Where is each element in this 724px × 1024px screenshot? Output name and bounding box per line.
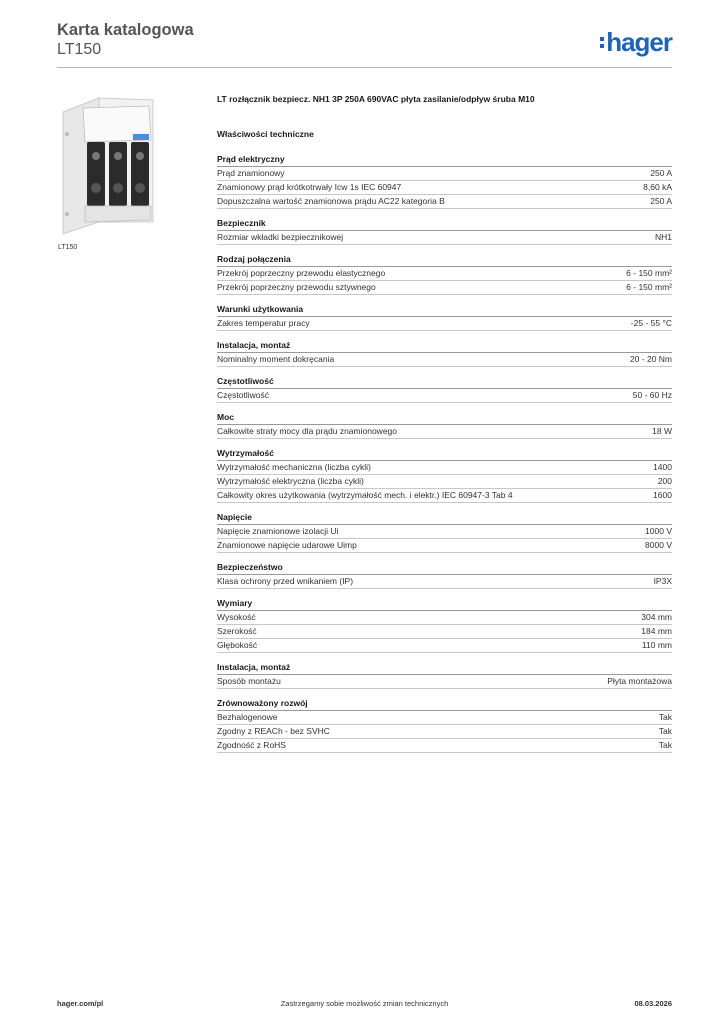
spec-label: Przekrój poprzeczny przewodu elastycznego [217, 268, 386, 278]
footer-date: 08.03.2026 [634, 999, 672, 1008]
spec-group-title: Wytrzymałość [217, 448, 672, 461]
spec-value: 1000 V [645, 526, 672, 536]
spec-value: 18 W [652, 426, 672, 436]
spec-row [217, 425, 672, 439]
spec-value: 20 - 20 Nm [629, 354, 672, 364]
spec-label: Nominalny moment dokręcania [217, 354, 335, 364]
spec-value: -25 - 55 °C [630, 318, 672, 328]
product-description: LT rozłącznik bezpiecz. NH1 3P 250A 690VAC płyta zasilanie/odpływ śruba M10 [217, 94, 535, 104]
spec-label: Głębokość [217, 640, 258, 650]
spec-value: 250 A [650, 196, 672, 206]
header-divider [57, 67, 672, 68]
spec-label: Rozmiar wkładki bezpiecznikowej [217, 232, 344, 242]
spec-row [217, 231, 672, 245]
spec-label: Znamionowy prąd krótkotrwały Icw 1s IEC 60947 [217, 182, 402, 192]
spec-row [217, 489, 672, 503]
spec-group [217, 254, 672, 295]
spec-label: Prąd znamionowy [217, 168, 285, 178]
spec-value: 184 mm [641, 626, 672, 636]
spec-row [217, 611, 672, 625]
spec-group-title: Prąd elektryczny [217, 154, 672, 167]
spec-value: NH1 [654, 232, 672, 242]
product-reference: LT150 [57, 41, 102, 58]
spec-label: Zgodność z RoHS [217, 740, 286, 750]
spec-row [217, 711, 672, 725]
spec-groups [217, 154, 672, 753]
spec-row [217, 539, 672, 553]
spec-row [217, 625, 672, 639]
spec-row [217, 575, 672, 589]
spec-value: 250 A [650, 168, 672, 178]
spec-label: Zakres temperatur pracy [217, 318, 310, 328]
spec-label: Wysokość [217, 612, 256, 622]
spec-label: Napięcie znamionowe izolacji Ui [217, 526, 339, 536]
spec-group [217, 598, 672, 653]
document-header [57, 20, 194, 60]
fuse-switch-disconnector-image [57, 94, 205, 237]
spec-row [217, 725, 672, 739]
spec-group [217, 412, 672, 439]
spec-value: 8000 V [645, 540, 672, 550]
spec-label: Dopuszczalna wartość znamionowa prądu AC22 kategoria B [217, 196, 445, 206]
document-title: Karta katalogowa [57, 21, 194, 39]
spec-label: Zgodny z REACh - bez SVHC [217, 726, 330, 736]
spec-row [217, 317, 672, 331]
spec-group-title: Zrównoważony rozwój [217, 698, 672, 711]
spec-value: IP3X [653, 576, 672, 586]
spec-row [217, 739, 672, 753]
spec-group-title: Warunki użytkowania [217, 304, 672, 317]
spec-value: 110 mm [641, 640, 672, 650]
spec-row [217, 675, 672, 689]
spec-label: Wytrzymałość mechaniczna (liczba cykli) [217, 462, 371, 472]
spec-group-title: Wymiary [217, 598, 672, 611]
spec-row [217, 475, 672, 489]
spec-group [217, 562, 672, 589]
spec-group-title: Moc [217, 412, 672, 425]
spec-row [217, 353, 672, 367]
spec-label: Całkowity okres użytkowania (wytrzymałość mech. i elektr.) IEC 60947-3 Tab 4 [217, 490, 513, 500]
spec-group [217, 154, 672, 209]
spec-group-title: Częstotliwość [217, 376, 672, 389]
spec-row [217, 389, 672, 403]
spec-row [217, 281, 672, 295]
spec-group-title: Instalacja, montaż [217, 662, 672, 675]
footer-disclaimer: Zastrzegamy sobie możliwość zmian technicznych [280, 999, 449, 1008]
spec-row [217, 639, 672, 653]
spec-group [217, 448, 672, 503]
spec-row [217, 195, 672, 209]
spec-label: Bezhalogenowe [217, 712, 278, 722]
spec-value: 304 mm [641, 612, 672, 622]
spec-value: 1400 [653, 462, 672, 472]
spec-value: 200 [657, 476, 672, 486]
spec-label: Sposób montażu [217, 676, 281, 686]
spec-group [217, 376, 672, 403]
spec-row [217, 267, 672, 281]
spec-group [217, 662, 672, 689]
spec-label: Przekrój poprzeczny przewodu sztywnego [217, 282, 376, 292]
spec-value: Tak [658, 740, 672, 750]
spec-value: 1600 [653, 490, 672, 500]
spec-group [217, 218, 672, 245]
spec-label: Klasa ochrony przed wnikaniem (IP) [217, 576, 354, 586]
spec-value: Tak [658, 726, 672, 736]
spec-group [217, 698, 672, 753]
spec-group-title: Napięcie [217, 512, 672, 525]
spec-group [217, 512, 672, 553]
spec-value: Tak [658, 712, 672, 722]
spec-group [217, 304, 672, 331]
spec-row [217, 167, 672, 181]
technical-properties-heading: Właściwości techniczne [217, 129, 314, 139]
spec-group-title: Instalacja, montaż [217, 340, 672, 353]
hager-logo [600, 27, 672, 57]
spec-group [217, 340, 672, 367]
product-image-caption: LT150 [58, 244, 78, 251]
footer-website-link[interactable]: hager.com/pl [57, 999, 104, 1008]
spec-row [217, 461, 672, 475]
spec-row [217, 181, 672, 195]
spec-content [217, 93, 672, 762]
spec-group-title: Bezpieczeństwo [217, 562, 672, 575]
spec-value: 8,60 kA [643, 182, 672, 192]
spec-label: Znamionowe napięcie udarowe Uimp [217, 540, 357, 550]
logo-colon-icon [600, 37, 604, 48]
spec-label: Częstotliwość [217, 390, 269, 400]
spec-value: Płyta montażowa [607, 676, 672, 686]
spec-group-title: Rodzaj połączenia [217, 254, 672, 267]
spec-group-title: Bezpiecznik [217, 218, 672, 231]
spec-label: Szerokość [217, 626, 257, 636]
logo-text: hager [606, 27, 672, 57]
spec-row [217, 525, 672, 539]
spec-label: Wytrzymałość elektryczna (liczba cykli) [217, 476, 364, 486]
spec-value: 6 - 150 mm² [626, 268, 672, 278]
spec-label: Całkowite straty mocy dla prądu znamionowego [217, 426, 398, 436]
spec-value: 50 - 60 Hz [632, 390, 672, 400]
spec-value: 6 - 150 mm² [626, 282, 672, 292]
